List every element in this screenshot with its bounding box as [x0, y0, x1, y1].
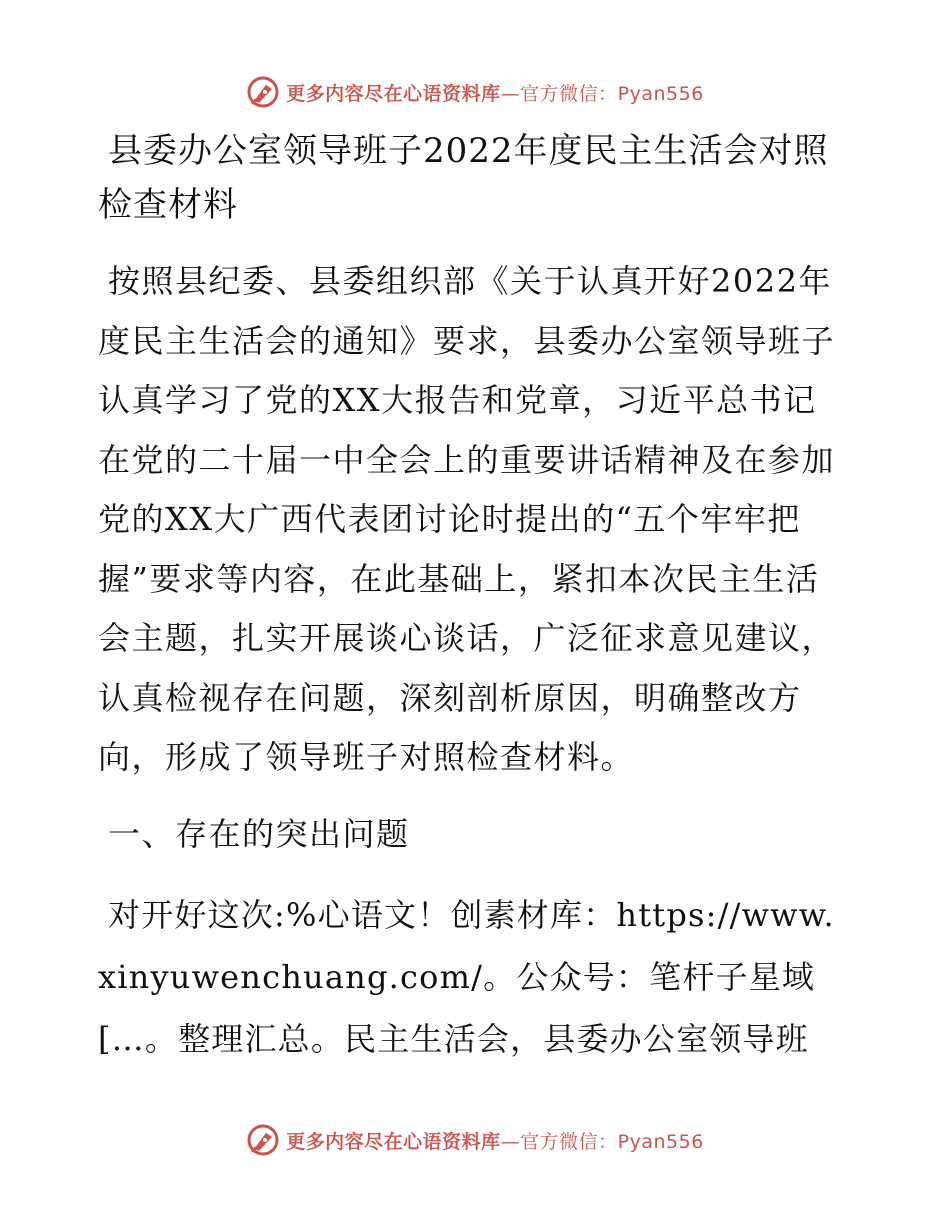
- banner-text: [286, 79, 704, 106]
- document-body: [98, 124, 843, 1070]
- pen-nib-circle-icon: [246, 75, 280, 109]
- banner-wechat: —官方微信：Pyan556: [500, 1130, 704, 1153]
- document-title: 县委办公室领导班子2022年度民主生活会对照检查材料: [98, 131, 829, 225]
- banner-lead: 更多内容尽在心语资料库: [286, 82, 501, 105]
- body-paragraph: 对开好这次:%心语文！创素材库：https://www.xinyuwenchuang.com/。公众号：笔杆子星域[…。整理汇总。民主生活会，县委办公室领导班: [98, 895, 835, 1058]
- pen-nib-circle-icon: [246, 1123, 280, 1157]
- header-banner: [0, 70, 950, 114]
- intro-paragraph: 按照县纪委、县委组织部《关于认真开好2022年度民主生活会的通知》要求，县委办公室领导班子认真学习了党的XX大报告和党章，习近平总书记在党的二十届一中全会上的重要讲话精神及在参加党的XX大广西代表团讨论时提出的“五个牢牢把握”要求等内容，在此基础上，紧扣本次民主生活会主题，扎实开展谈心谈话，广泛征求意见建议，认真检视存在问题，深刻剖析原因，明确整改方向，形成了领导班子对照检查材料。: [98, 262, 836, 776]
- banner-wechat: —官方微信：Pyan556: [500, 82, 704, 105]
- section-heading: 一、存在的突出问题: [108, 814, 410, 853]
- banner-lead: 更多内容尽在心语资料库: [286, 1130, 501, 1153]
- footer-banner: [0, 1118, 950, 1162]
- banner-text: [286, 1127, 704, 1154]
